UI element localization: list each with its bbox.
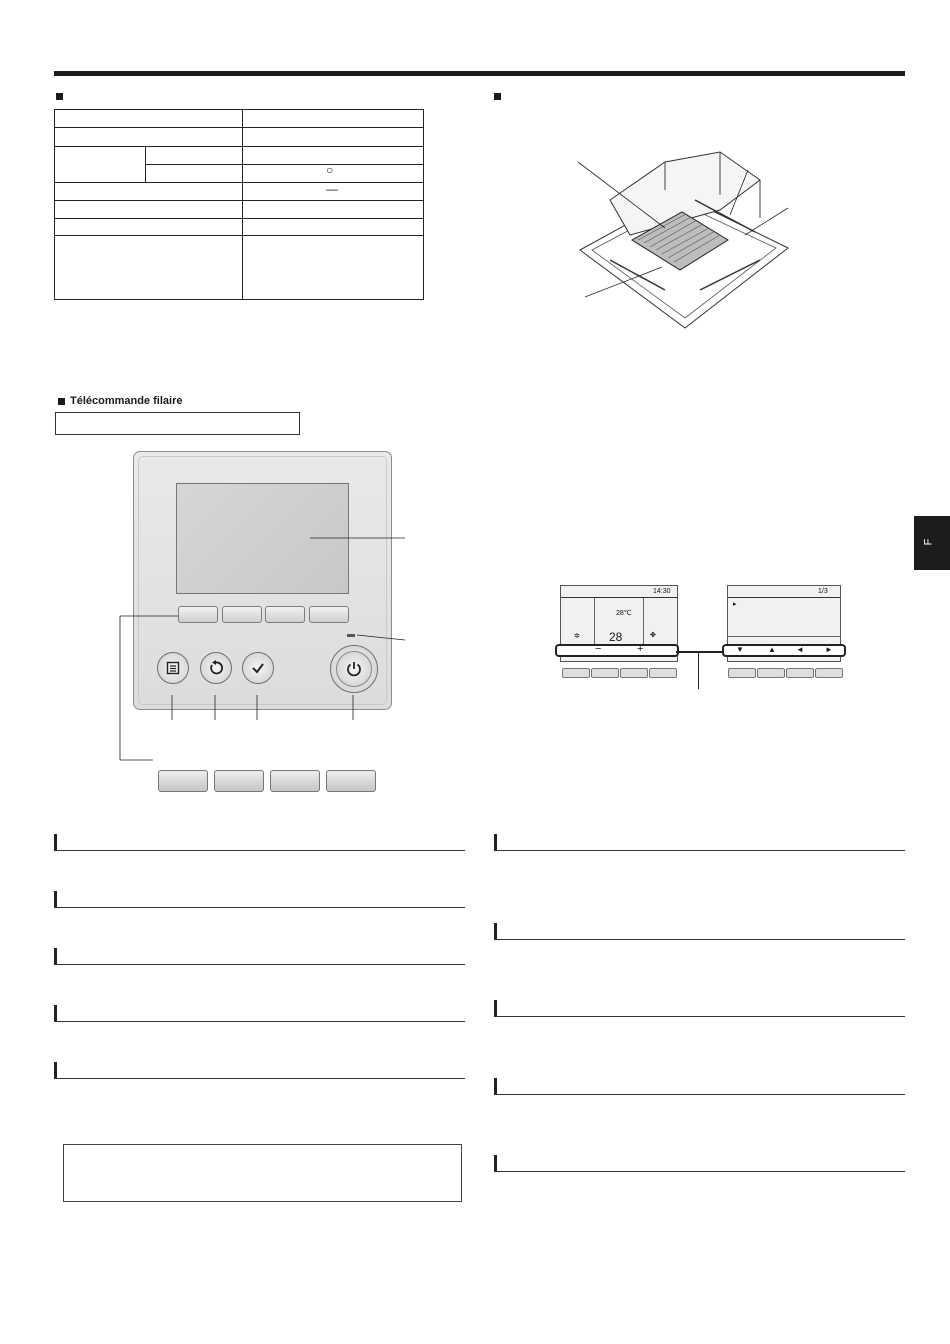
mini-bar-right (722, 644, 846, 657)
mini-key (620, 668, 648, 678)
mini-arrow-left: ◄ (796, 645, 804, 654)
section-marker (494, 923, 497, 939)
mini-set-temp: 28℃ (616, 610, 632, 617)
mini-key (728, 668, 756, 678)
table-circle-mark: ○ (326, 163, 334, 177)
language-tab (914, 516, 950, 570)
section-bullet (56, 93, 63, 100)
mini-minus: − (595, 643, 602, 655)
section-rule (54, 907, 465, 908)
mini-bar-left (555, 644, 679, 657)
section-rule (54, 1078, 465, 1079)
note-box (63, 1144, 462, 1202)
mini-key (786, 668, 814, 678)
mini-bar-connector (676, 651, 722, 653)
mini-key (649, 668, 677, 678)
section-marker (54, 1005, 57, 1021)
section-rule (54, 964, 465, 965)
section-rule (494, 1094, 905, 1095)
section-marker (494, 1000, 497, 1016)
remote-model-box (55, 412, 300, 435)
section-marker (54, 834, 57, 850)
mini-plus: + (637, 643, 644, 655)
mini-key (757, 668, 785, 678)
mini-mode-icon: ✲ (574, 633, 580, 640)
section-rule (494, 1016, 905, 1017)
mini-fan-icon: ✤ (650, 632, 656, 639)
section-marker (54, 1062, 57, 1078)
remote-section-title: Télécommande filaire (70, 395, 183, 407)
mini-key (815, 668, 843, 678)
section-bullet (494, 93, 501, 100)
mini-key (562, 668, 590, 678)
section-marker (494, 1078, 497, 1094)
function-key-f2[interactable] (214, 770, 264, 792)
section-rule (494, 939, 905, 940)
mini-page: 1/3 (818, 588, 828, 595)
mini-key (591, 668, 619, 678)
language-tab-letter: F (922, 538, 935, 546)
top-rule (54, 71, 905, 76)
mini-time: 14:30 (653, 588, 671, 595)
mini-arrow-down: ▼ (736, 645, 744, 654)
mini-cursor: ▸ (733, 601, 737, 608)
remote-leader-lines (115, 530, 415, 770)
section-rule (494, 850, 905, 851)
mini-arrow-up: ▲ (768, 645, 776, 654)
function-key-f4[interactable] (326, 770, 376, 792)
function-key-f1[interactable] (158, 770, 208, 792)
function-key-f3[interactable] (270, 770, 320, 792)
spec-table (54, 109, 424, 300)
section-marker (494, 1155, 497, 1171)
mini-leader (698, 653, 699, 689)
section-rule (54, 1021, 465, 1022)
section-bullet (58, 398, 65, 405)
section-rule (54, 850, 465, 851)
section-marker (54, 948, 57, 964)
section-marker (494, 834, 497, 850)
cassette-unit-illustration (570, 140, 795, 335)
section-rule (494, 1171, 905, 1172)
mini-room-temp: 28 (609, 630, 623, 644)
section-marker (54, 891, 57, 907)
table-dash-mark: — (326, 182, 338, 196)
mini-arrow-right: ► (825, 645, 833, 654)
